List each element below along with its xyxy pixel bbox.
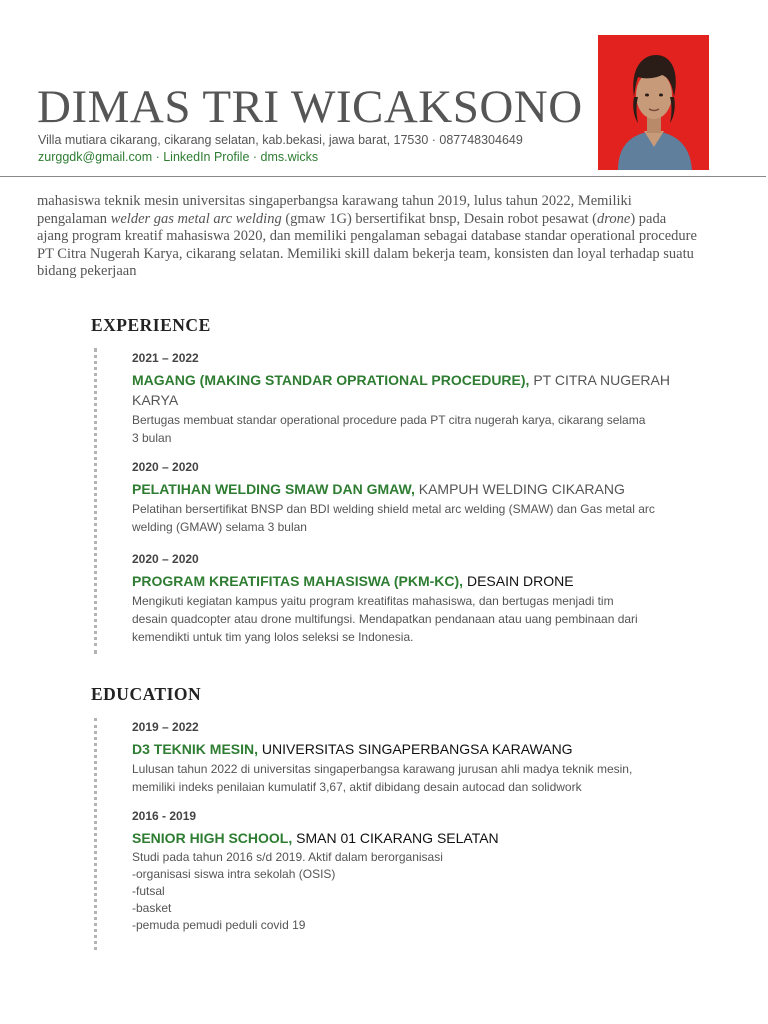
education-entry bbox=[132, 720, 692, 796]
entry-description: Pelatihan bersertifikat BNSP dan BDI welding shield metal arc welding (SMAW) dan Gas metal arc welding (GMAW) selama 3 bulan bbox=[132, 502, 655, 534]
entry-position: D3 TEKNIK MESIN, bbox=[132, 741, 259, 757]
entry-position: MAGANG (MAKING STANDAR OPRATIONAL PROCEDURE), bbox=[132, 372, 530, 388]
education-timeline bbox=[94, 718, 97, 950]
entry-role bbox=[132, 571, 692, 591]
profile-photo bbox=[598, 35, 709, 170]
contact-links bbox=[38, 150, 318, 164]
entry-description: Studi pada tahun 2016 s/d 2019. Aktif dalam berorganisasi -organisasi siswa intra sekolah (OSIS) -futsal -basket -pemuda pemudi peduli covid 19 bbox=[132, 850, 443, 932]
email-link[interactable]: zurggdk@gmail.com bbox=[38, 150, 153, 164]
entry-dates: 2020 – 2020 bbox=[132, 460, 199, 474]
profile-summary: mahasiswa teknik mesin universitas singaperbangsa karawang tahun 2019, lulus tahun 2022, Memiliki pengalaman welder gas metal arc welding (gmaw 1G) bersertifikat bnsp, Desain robot pesawat (drone) pada ajang program kreatif mahasiswa 2020, dan memiliki pengalaman sebagai database standar operational procedure PT Citra Nugerah Karya, cikarang selatan. Memiliki skill dalam bekerja team, konsisten dan loyal terhadap suatu bidang pekerjaan bbox=[37, 193, 697, 279]
person-portrait-icon bbox=[598, 35, 709, 170]
entry-description: Mengikuti kegiatan kampus yaitu program kreatifitas mahasiswa, dan bertugas menjadi tim desain quadcopter atau drone multifungsi. Mendapatkan pendanaan atau uang pembinaan dari kemendikti untuk tim yang lolos seleksi se Indonesia. bbox=[132, 594, 638, 644]
entry-position: PROGRAM KREATIFITAS MAHASISWA (PKM-KC), bbox=[132, 573, 464, 589]
entry-position: PELATIHAN WELDING SMAW DAN GMAW, bbox=[132, 481, 415, 497]
entry-org: KAMPUH WELDING CIKARANG bbox=[418, 481, 625, 497]
entry-dates: 2016 - 2019 bbox=[132, 809, 197, 823]
experience-entry bbox=[132, 351, 692, 447]
address-text: Villa mutiara cikarang, cikarang selatan, kab.bekasi, jawa barat, 17530 bbox=[38, 133, 429, 147]
header-divider bbox=[0, 176, 766, 177]
experience-entry bbox=[132, 552, 692, 646]
entry-position: SENIOR HIGH SCHOOL, bbox=[132, 830, 293, 846]
entry-role bbox=[132, 370, 692, 410]
education-entry bbox=[132, 809, 692, 934]
experience-timeline bbox=[94, 348, 97, 654]
entry-description: Lulusan tahun 2022 di universitas singaperbangsa karawang jurusan ahli madya teknik mesin, memiliki indeks penilaian kumulatif 3,67, aktif dibidang desain autocad dan solidwork bbox=[132, 762, 633, 794]
entry-dates: 2021 – 2022 bbox=[132, 351, 199, 365]
phone-text: 087748304649 bbox=[439, 133, 523, 147]
entry-org: DESAIN DRONE bbox=[466, 573, 574, 589]
entry-org: UNIVERSITAS SINGAPERBANGSA KARAWANG bbox=[261, 741, 573, 757]
entry-dates: 2019 – 2022 bbox=[132, 720, 199, 734]
entry-org: SMAN 01 CIKARANG SELATAN bbox=[296, 830, 499, 846]
candidate-name: DIMAS TRI WICAKSONO bbox=[37, 81, 583, 133]
entry-dates: 2020 – 2020 bbox=[132, 552, 199, 566]
entry-org: PT CITRA NUGERAH KARYA bbox=[132, 372, 670, 408]
entry-description: Bertugas membuat standar operational procedure pada PT citra nugerah karya, cikarang selama 3 bulan bbox=[132, 413, 646, 445]
experience-heading: EXPERIENCE bbox=[91, 315, 211, 335]
separator: · bbox=[152, 150, 164, 164]
entry-role bbox=[132, 479, 692, 499]
entry-role bbox=[132, 828, 692, 848]
separator: · bbox=[428, 133, 440, 147]
contact-address bbox=[38, 133, 523, 147]
separator: · bbox=[249, 150, 261, 164]
linkedin-link[interactable]: LinkedIn Profile bbox=[163, 150, 250, 164]
handle-link[interactable]: dms.wicks bbox=[260, 150, 319, 164]
entry-role bbox=[132, 739, 692, 759]
experience-entry bbox=[132, 460, 692, 536]
education-heading: EDUCATION bbox=[91, 684, 202, 704]
